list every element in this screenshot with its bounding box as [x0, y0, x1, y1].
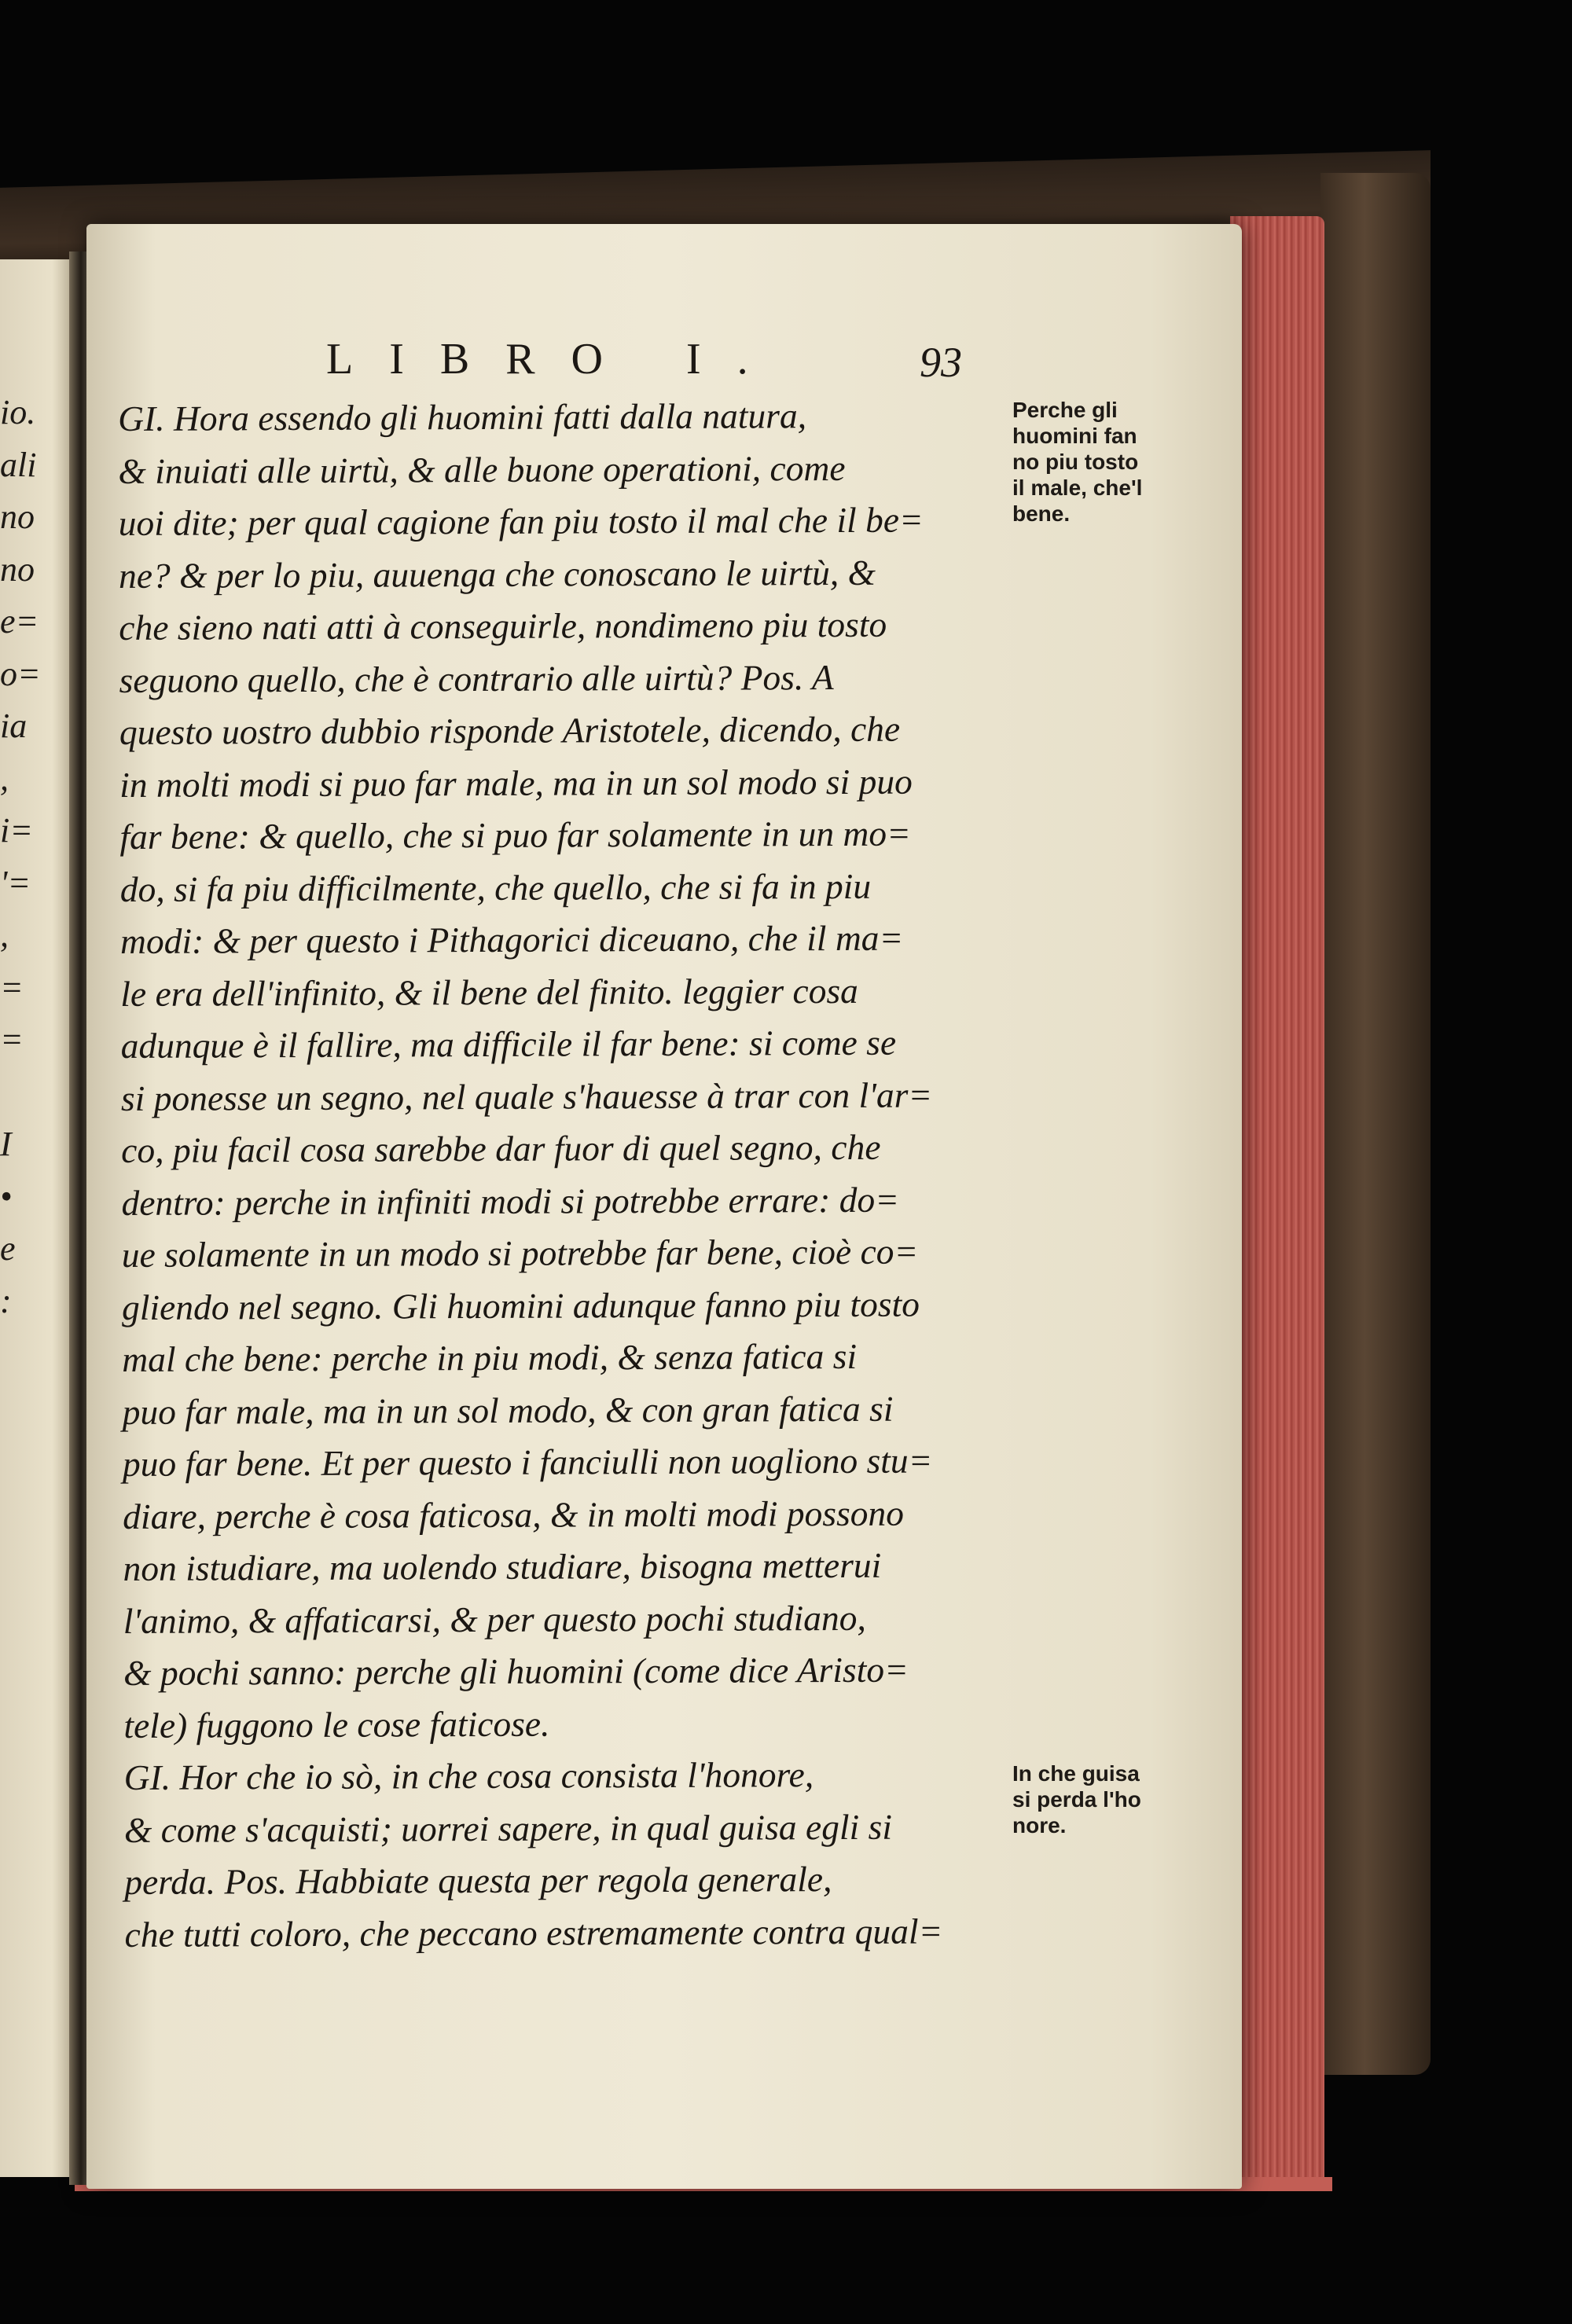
left-fragment: : [0, 1281, 12, 1320]
margin-note [1012, 397, 1209, 527]
page-fore-edge [1230, 216, 1324, 2189]
left-fragment: no [0, 497, 35, 536]
body-text [118, 389, 1005, 1961]
margin-note-line: nore. [1012, 1813, 1067, 1838]
left-page-text-fragments [0, 387, 63, 1380]
left-fragment: I [0, 1125, 12, 1163]
left-fragment: o= [0, 654, 41, 693]
text-line: si ponesse un segno, nel quale s'hauesse à trar con l'ar= [120, 1074, 933, 1118]
left-fragment: • [0, 1177, 13, 1216]
margin-note [1012, 1760, 1209, 1838]
text-line: puo far bene. Et per questo i fanciulli non uogliono stu= [122, 1440, 933, 1484]
text-line: adunque è il fallire, ma difficile il far bene: si come se [120, 1022, 897, 1066]
page-number: 93 [920, 339, 962, 386]
running-head-title: LIBRO I. [326, 335, 784, 384]
text-line: dentro: perche in infiniti modi si potrebbe errare: do= [121, 1179, 900, 1223]
text-line: GI. Hor che io sò, in che cosa consista l'honore, [123, 1754, 814, 1797]
text-line: in molti modi si puo far male, ma in un sol modo si puo [119, 761, 913, 805]
book-cover-right [1320, 173, 1431, 2075]
text-line: ue solamente in un modo si potrebbe far bene, cioè co= [121, 1231, 919, 1275]
left-fragment: no [0, 549, 35, 589]
text-line: & inuiati alle uirtù, & alle buone operationi, come [118, 447, 846, 491]
left-fragment: ali [0, 445, 37, 484]
text-line: & pochi sanno: perche gli huomini (come dice Aristo= [123, 1649, 909, 1693]
left-fragment: , [0, 758, 9, 798]
margin-note-line: no piu tosto [1012, 450, 1139, 474]
left-fragment: e= [0, 602, 39, 641]
left-fragment: , [0, 916, 9, 954]
text-line: l'animo, & affaticarsi, & per questo pochi studiano, [123, 1597, 866, 1641]
left-fragment: i= [0, 811, 33, 850]
margin-note-line: In che guisa [1012, 1761, 1140, 1786]
left-fragment: e [0, 1229, 16, 1268]
margin-note-line: huomini fan [1012, 424, 1137, 448]
text-line: tele) fuggono le cose faticose. [123, 1703, 550, 1746]
text-line: co, piu facil cosa sarebbe dar fuor di quel segno, che [121, 1126, 881, 1170]
text-line: perda. Pos. Habbiate questa per regola generale, [124, 1859, 832, 1902]
margin-note-line: il male, che'l [1012, 475, 1143, 500]
text-line: che tutti coloro, che peccano estremamente contra qual= [124, 1910, 943, 1955]
text-line: far bene: & quello, che si puo far solamente in un mo= [119, 813, 911, 857]
left-fragment: '= [0, 863, 31, 902]
text-line: modi: & per questo i Pithagorici diceuano, che il ma= [119, 917, 904, 961]
text-line: gliendo nel segno. Gli huomini adunque fanno piu tosto [121, 1283, 920, 1327]
left-fragment: = [0, 1020, 24, 1059]
margin-note-line: bene. [1012, 501, 1071, 526]
text-line: & come s'acquisti; uorrei sapere, in qual guisa egli si [123, 1806, 893, 1850]
margin-note-line: Perche gli [1012, 398, 1118, 422]
text-line: seguono quello, che è contrario alle uirtù? Pos. A [119, 656, 834, 700]
left-fragment: = [0, 967, 24, 1007]
text-line: questo uostro dubbio risponde Aristotele, dicendo, che [119, 708, 901, 752]
text-line: puo far male, ma in un sol modo, & con gran fatica si [122, 1388, 894, 1432]
text-line: mal che bene: perche in piu modi, & senza fatica si [122, 1335, 858, 1379]
left-fragment [0, 1067, 63, 1119]
text-line: non istudiare, ma uolendo studiare, bisogna metterui [123, 1544, 882, 1588]
text-line: ne? & per lo piu, auuenga che conoscano le uirtù, & [118, 552, 876, 596]
left-fragment [0, 1327, 63, 1380]
text-line: diare, perche è cosa faticosa, & in molti modi possono [123, 1492, 905, 1536]
margin-note-line: si perda l'ho [1012, 1787, 1141, 1812]
text-line: do, si fa piu difficilmente, che quello, che si fa in piu [119, 865, 872, 909]
left-fragment: io. [0, 393, 36, 431]
text-line: uoi dite; per qual cagione fan piu tosto il mal che il be= [118, 499, 924, 543]
left-fragment: ia [0, 707, 28, 745]
text-line: GI. Hora essendo gli huomini fatti dalla natura, [118, 395, 807, 439]
text-line: che sieno nati atti à conseguirle, nondimeno piu tosto [119, 604, 887, 648]
text-line: le era dell'infinito, & il bene del finito. leggier cosa [120, 970, 858, 1014]
